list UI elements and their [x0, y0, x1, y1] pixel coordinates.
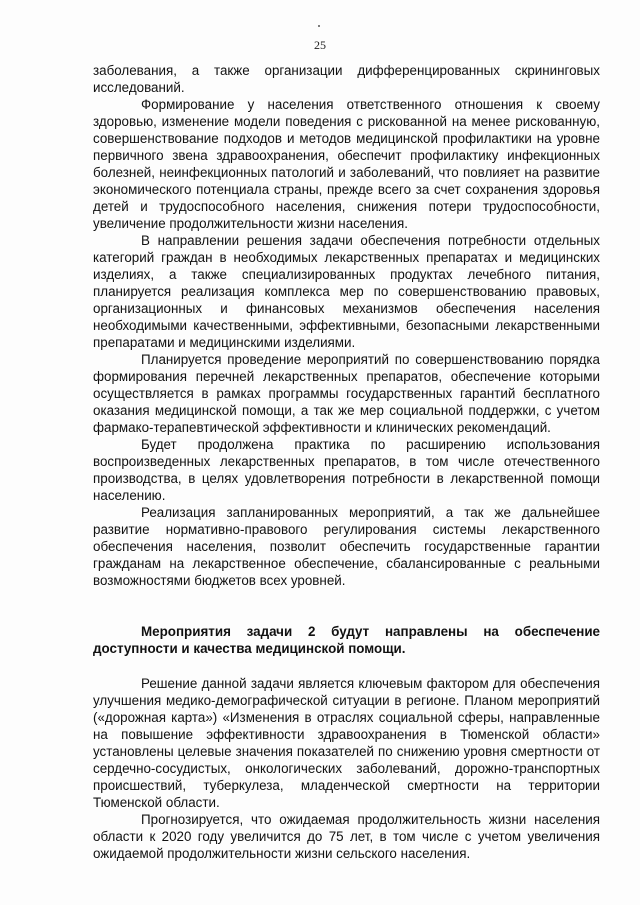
paragraph: Прогнозируется, что ожидаемая продолжительность жизни населения области к 2020 году увеличится до 75 лет, в том числе с учетом увеличения ожидаемой продолжительности жизни сельского населения. — [93, 812, 600, 861]
page-number: 25 — [314, 38, 326, 52]
paragraph-continuation: заболевания, а также организации дифференцированных скрининговых исследований. — [93, 63, 600, 95]
paragraph: Будет продолжена практика по расширению использования воспроизведенных лекарственных препаратов, в том числе отечественного производства, в целях удовлетворения потребности в лекарственной помощи населению. — [93, 437, 600, 503]
paragraph: Планируется проведение мероприятий по совершенствованию порядка формирования перечней лекарственных препаратов, обеспечение которыми осуществляется в рамках программы государственных гарантий бесплатного оказания медицинской помощи, а так же мер социальной поддержки, с учетом фармако-терапевтической эффективности и клинических рекомендаций. — [93, 352, 600, 435]
paragraph: Формирование у населения ответственного отношения к своему здоровью, изменение модели поведения с рискованной на менее рискованную, совершенствование подходов и методов медицинской профилактики на уровне первичного звена здравоохранения, обеспечит профилактику инфекционных болезней, неинфекционных патологий и заболеваний, что повлияет на развитие экономического потенциала страны, прежде всего за счет сохранения здоровья детей и трудоспособного населения, снижения потери трудоспособности, увеличение продолжительности жизни населения. — [93, 97, 600, 231]
paragraph: Решение данной задачи является ключевым фактором для обеспечения улучшения медико-демографической ситуации в регионе. Планом мероприятий («дорожная карта») «Изменения в отраслях социальной сферы, направленные на повышение эффективности здравоохранения в Тюменской области» установлены целевые значения показателей по снижению уровня смертности от сердечно-сосудистых, онкологических заболеваний, дорожно-транспортных происшествий, туберкулеза, младенческой смертности на территории Тюменской области. — [93, 676, 600, 810]
paragraph: В направлении решения задачи обеспечения потребности отдельных категорий граждан в необходимых лекарственных препаратах и медицинских изделиях, а также специализированных продуктах лечебного питания, планируется реализация комплекса мер по совершенствованию правовых, организационных и финансовых механизмов обеспечения населения необходимыми качественными, эффективными, безопасными лекарственными препаратами и медицинскими изделиями. — [93, 233, 600, 350]
paragraph: Реализация запланированных мероприятий, а так же дальнейшее развитие нормативно-правового регулирования системы лекарственного обеспечения населения, позволит обеспечить государственные гарантии гражданам на лекарственное обеспечение, сбалансированные с реальными возможностями бюджетов всех уровней. — [93, 505, 600, 588]
scan-speck — [318, 25, 320, 27]
document-body — [93, 62, 600, 862]
section-heading: Мероприятия задачи 2 будут направлены на обеспечение доступности и качества медицинской помощи. — [93, 624, 600, 656]
